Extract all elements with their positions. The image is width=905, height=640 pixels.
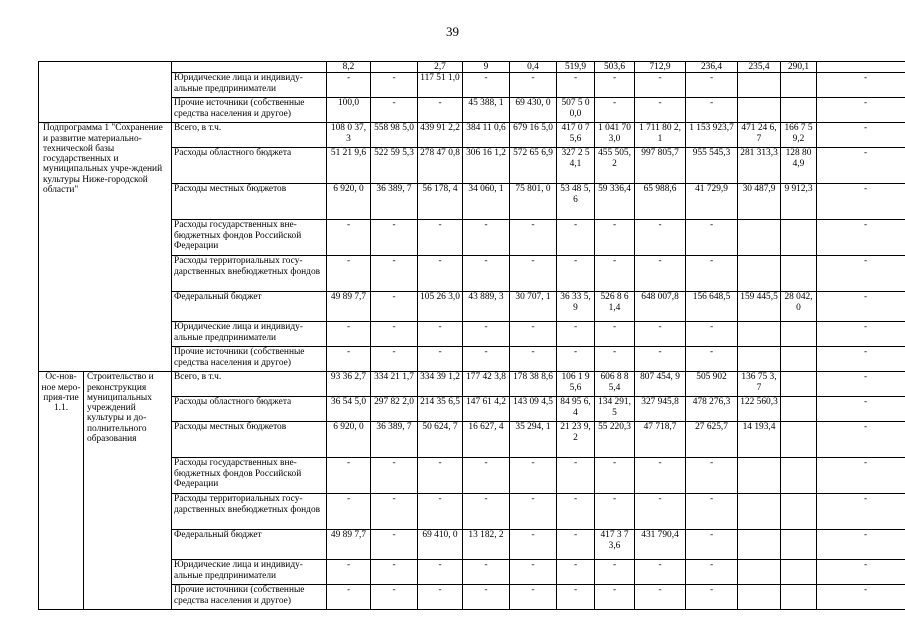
value-cell: -	[817, 292, 905, 322]
value-cell	[738, 494, 781, 530]
value-cell: 159 445,5	[738, 292, 781, 322]
value-cell: 49 89 7,7	[327, 530, 371, 560]
value-cell: 9	[463, 62, 510, 73]
subprogram-cell: Подпрограмма 1 "Сохранение и развитие материально-технической базы государственных и муниципальных учре-ждений культуры Ниже-городской области"	[39, 123, 172, 372]
value-cell: -	[557, 73, 595, 98]
value-cell: 147 61 4,2	[463, 397, 510, 422]
value-cell	[781, 347, 817, 372]
value-cell: 21 23 9,2	[557, 422, 595, 458]
value-cell: -	[510, 560, 557, 585]
value-cell: 69 430, 0	[510, 98, 557, 123]
funding-source: Расходы государственных вне-бюджетных фондов Российской Федерации	[172, 458, 327, 494]
value-cell: -	[817, 148, 905, 184]
value-cell: -	[635, 98, 686, 123]
value-cell: 43 889, 3	[463, 292, 510, 322]
value-cell: -	[418, 98, 463, 123]
value-cell: -	[371, 560, 418, 585]
value-cell: 134 291,5	[595, 397, 635, 422]
value-cell: -	[686, 98, 738, 123]
funding-source	[172, 62, 327, 73]
value-cell: 56 178, 4	[418, 184, 463, 220]
value-cell: 106 1 95,6	[557, 372, 595, 397]
value-cell: -	[635, 256, 686, 292]
value-cell	[781, 98, 817, 123]
value-cell: 281 313,3	[738, 148, 781, 184]
value-cell	[738, 256, 781, 292]
value-cell: -	[595, 322, 635, 347]
value-cell	[781, 372, 817, 397]
value-cell: 306 16 1,2	[463, 148, 510, 184]
funding-source: Прочие источники (собственные средства населения и другое)	[172, 98, 327, 123]
value-cell: -	[595, 256, 635, 292]
value-cell: 648 007,8	[635, 292, 686, 322]
value-cell: 0,4	[510, 62, 557, 73]
value-cell: 108 0 37,3	[327, 123, 371, 148]
value-cell: 334 21 1,7	[371, 372, 418, 397]
value-cell: -	[817, 347, 905, 372]
value-cell: -	[463, 322, 510, 347]
value-cell: -	[418, 347, 463, 372]
value-cell: -	[371, 585, 418, 610]
value-cell: -	[371, 73, 418, 98]
value-cell: -	[817, 322, 905, 347]
value-cell	[817, 62, 905, 73]
value-cell: 93 36 2,7	[327, 372, 371, 397]
value-cell: 45 388, 1	[463, 98, 510, 123]
value-cell: 471 24 6,7	[738, 123, 781, 148]
value-cell: -	[557, 530, 595, 560]
value-cell: 327 2 54,1	[557, 148, 595, 184]
value-cell: -	[327, 220, 371, 256]
value-cell: -	[557, 494, 595, 530]
table-row	[39, 372, 905, 397]
funding-source: Всего, в т.ч.	[172, 372, 327, 397]
value-cell: 1 041 703,0	[595, 123, 635, 148]
value-cell: 8,2	[327, 62, 371, 73]
value-cell: 34 060, 1	[463, 184, 510, 220]
value-cell: -	[463, 560, 510, 585]
value-cell: -	[510, 220, 557, 256]
value-cell: 417 0 75,6	[557, 123, 595, 148]
value-cell: -	[557, 585, 595, 610]
value-cell	[781, 458, 817, 494]
value-cell: 28 042,0	[781, 292, 817, 322]
value-cell: 6 920, 0	[327, 422, 371, 458]
page-number: 39	[446, 24, 459, 39]
value-cell: -	[595, 494, 635, 530]
value-cell: 997 805,7	[635, 148, 686, 184]
funding-source: Федеральный бюджет	[172, 292, 327, 322]
value-cell: -	[595, 73, 635, 98]
value-cell: -	[371, 322, 418, 347]
value-cell: -	[418, 220, 463, 256]
value-cell	[781, 530, 817, 560]
value-cell: 1 153 923,7	[686, 123, 738, 148]
value-cell: -	[817, 458, 905, 494]
value-cell: -	[463, 73, 510, 98]
value-cell: 214 35 6,5	[418, 397, 463, 422]
value-cell: 47 718,7	[635, 422, 686, 458]
funding-source: Расходы территориальных госу-дарственных внебюджетных фондов	[172, 256, 327, 292]
value-cell: -	[418, 322, 463, 347]
value-cell: 572 65 6,9	[510, 148, 557, 184]
value-cell: 49 89 7,7	[327, 292, 371, 322]
value-cell: 41 729,9	[686, 184, 738, 220]
value-cell	[781, 256, 817, 292]
value-cell: -	[463, 347, 510, 372]
funding-source: Юридические лица и индивиду-альные предприниматели	[172, 560, 327, 585]
funding-source: Прочие источники (собственные средства населения и другое)	[172, 347, 327, 372]
value-cell: 55 220,3	[595, 422, 635, 458]
table-row	[39, 62, 905, 73]
funding-source: Расходы государственных вне-бюджетных фондов Российской Федерации	[172, 220, 327, 256]
value-cell: -	[371, 98, 418, 123]
value-cell: 35 294, 1	[510, 422, 557, 458]
value-cell	[781, 494, 817, 530]
value-cell: -	[327, 73, 371, 98]
value-cell: 1 711 80 2,1	[635, 123, 686, 148]
value-cell: 712,9	[635, 62, 686, 73]
value-cell	[781, 220, 817, 256]
value-cell: -	[817, 98, 905, 123]
value-cell: 417 3 73,6	[595, 530, 635, 560]
value-cell: -	[635, 458, 686, 494]
value-cell	[738, 322, 781, 347]
value-cell: 69 410, 0	[418, 530, 463, 560]
value-cell: -	[510, 530, 557, 560]
value-cell: -	[371, 530, 418, 560]
value-cell: -	[510, 494, 557, 530]
value-cell: -	[510, 585, 557, 610]
value-cell: 14 193,4	[738, 422, 781, 458]
value-cell: -	[817, 530, 905, 560]
value-cell: 117 51 1,0	[418, 73, 463, 98]
value-cell: -	[595, 585, 635, 610]
value-cell: -	[595, 458, 635, 494]
value-cell: -	[817, 560, 905, 585]
value-cell: -	[635, 73, 686, 98]
value-cell: -	[463, 494, 510, 530]
value-cell: -	[557, 560, 595, 585]
value-cell: 75 801, 0	[510, 184, 557, 220]
funding-source: Юридические лица и индивиду-альные предприниматели	[172, 322, 327, 347]
event-name-cell: Строительство и реконструкция муниципальных учреждений культуры и до-полнительного образования	[84, 372, 172, 610]
value-cell: 384 11 0,6	[463, 123, 510, 148]
value-cell: 36 54 5,0	[327, 397, 371, 422]
blank-cell	[39, 62, 172, 123]
value-cell: -	[371, 494, 418, 530]
value-cell: -	[557, 256, 595, 292]
value-cell: -	[557, 458, 595, 494]
value-cell: 50 624, 7	[418, 422, 463, 458]
value-cell: 955 545,3	[686, 148, 738, 184]
value-cell: 522 59 5,3	[371, 148, 418, 184]
value-cell: 2,7	[418, 62, 463, 73]
value-cell: -	[510, 347, 557, 372]
value-cell: 156 648,5	[686, 292, 738, 322]
value-cell	[738, 73, 781, 98]
value-cell: -	[595, 347, 635, 372]
value-cell: 507 5 00,0	[557, 98, 595, 123]
value-cell: 478 276,3	[686, 397, 738, 422]
value-cell: -	[418, 494, 463, 530]
value-cell: -	[635, 585, 686, 610]
value-cell	[738, 560, 781, 585]
value-cell: 65 988,6	[635, 184, 686, 220]
value-cell: -	[371, 347, 418, 372]
value-cell: -	[686, 220, 738, 256]
value-cell	[738, 347, 781, 372]
value-cell: -	[327, 322, 371, 347]
value-cell: -	[686, 347, 738, 372]
value-cell	[781, 397, 817, 422]
value-cell: 36 389, 7	[371, 422, 418, 458]
value-cell: -	[635, 560, 686, 585]
value-cell: 105 26 3,0	[418, 292, 463, 322]
value-cell: 27 625,7	[686, 422, 738, 458]
value-cell: -	[463, 256, 510, 292]
value-cell: 297 82 2,0	[371, 397, 418, 422]
funding-source: Всего, в т.ч.	[172, 123, 327, 148]
funding-source: Расходы областного бюджета	[172, 397, 327, 422]
value-cell	[781, 322, 817, 347]
value-cell: -	[371, 220, 418, 256]
value-cell: 178 38 8,6	[510, 372, 557, 397]
value-cell: -	[635, 322, 686, 347]
value-cell: -	[686, 530, 738, 560]
value-cell: -	[686, 494, 738, 530]
value-cell: 59 336,4	[595, 184, 635, 220]
value-cell: 558 98 5,0	[371, 123, 418, 148]
value-cell: 519,9	[557, 62, 595, 73]
value-cell: -	[817, 585, 905, 610]
value-cell	[781, 73, 817, 98]
value-cell: -	[418, 256, 463, 292]
value-cell	[738, 458, 781, 494]
value-cell: 16 627, 4	[463, 422, 510, 458]
value-cell: -	[686, 458, 738, 494]
value-cell: -	[686, 256, 738, 292]
value-cell: 439 91 2,2	[418, 123, 463, 148]
value-cell	[781, 422, 817, 458]
value-cell: 334 39 1,2	[418, 372, 463, 397]
table-row	[39, 123, 905, 148]
value-cell	[738, 98, 781, 123]
value-cell: -	[371, 256, 418, 292]
value-cell: 177 42 3,8	[463, 372, 510, 397]
value-cell: 84 95 6,4	[557, 397, 595, 422]
value-cell: 236,4	[686, 62, 738, 73]
value-cell: 13 182, 2	[463, 530, 510, 560]
value-cell: 128 804,9	[781, 148, 817, 184]
value-cell: -	[463, 220, 510, 256]
value-cell: -	[686, 322, 738, 347]
value-cell	[738, 530, 781, 560]
value-cell: -	[510, 256, 557, 292]
funding-source: Юридические лица и индивиду-альные предприниматели	[172, 73, 327, 98]
value-cell: -	[817, 422, 905, 458]
value-cell: -	[686, 585, 738, 610]
value-cell: -	[817, 397, 905, 422]
value-cell: -	[371, 292, 418, 322]
value-cell	[738, 585, 781, 610]
value-cell: -	[635, 494, 686, 530]
value-cell: -	[463, 585, 510, 610]
funding-source: Расходы областного бюджета	[172, 148, 327, 184]
value-cell: -	[327, 458, 371, 494]
value-cell: 9 912,3	[781, 184, 817, 220]
value-cell: 166 7 59,2	[781, 123, 817, 148]
value-cell: -	[418, 585, 463, 610]
value-cell: -	[510, 73, 557, 98]
value-cell: 679 16 5,0	[510, 123, 557, 148]
event-number-cell: Ос-нов-ное меро-прия-тие 1.1.	[39, 372, 84, 610]
value-cell: 278 47 0,8	[418, 148, 463, 184]
value-cell: -	[371, 458, 418, 494]
budget-table	[38, 61, 905, 610]
value-cell: 51 21 9,6	[327, 148, 371, 184]
value-cell: -	[595, 220, 635, 256]
value-cell: -	[557, 347, 595, 372]
value-cell: -	[817, 123, 905, 148]
value-cell: -	[595, 560, 635, 585]
value-cell: 606 8 85,4	[595, 372, 635, 397]
value-cell: 327 945,8	[635, 397, 686, 422]
value-cell: -	[557, 220, 595, 256]
value-cell: 455 505,2	[595, 148, 635, 184]
value-cell	[781, 560, 817, 585]
value-cell: -	[557, 322, 595, 347]
value-cell: 503,6	[595, 62, 635, 73]
value-cell: -	[817, 494, 905, 530]
value-cell: -	[686, 73, 738, 98]
value-cell: 431 790,4	[635, 530, 686, 560]
value-cell: -	[817, 256, 905, 292]
value-cell: 807 454, 9	[635, 372, 686, 397]
funding-source: Прочие источники (собственные средства населения и другое)	[172, 585, 327, 610]
value-cell: -	[327, 585, 371, 610]
value-cell	[738, 220, 781, 256]
value-cell: -	[817, 220, 905, 256]
value-cell: 100,0	[327, 98, 371, 123]
value-cell: 290,1	[781, 62, 817, 73]
funding-source: Расходы местных бюджетов	[172, 422, 327, 458]
funding-source: Расходы местных бюджетов	[172, 184, 327, 220]
value-cell: -	[686, 560, 738, 585]
value-cell: 36 389, 7	[371, 184, 418, 220]
value-cell: 30 707, 1	[510, 292, 557, 322]
value-cell: -	[327, 494, 371, 530]
value-cell: -	[327, 347, 371, 372]
value-cell: 6 920, 0	[327, 184, 371, 220]
value-cell: -	[418, 560, 463, 585]
value-cell: 143 09 4,5	[510, 397, 557, 422]
value-cell	[371, 62, 418, 73]
value-cell: -	[635, 347, 686, 372]
value-cell: -	[817, 184, 905, 220]
value-cell: 122 560,3	[738, 397, 781, 422]
value-cell: -	[327, 256, 371, 292]
value-cell: 505 902	[686, 372, 738, 397]
value-cell: -	[817, 372, 905, 397]
value-cell: -	[635, 220, 686, 256]
table-body	[39, 62, 905, 610]
value-cell	[781, 585, 817, 610]
value-cell: 30 487,9	[738, 184, 781, 220]
funding-source: Расходы территориальных госу-дарственных внебюджетных фондов	[172, 494, 327, 530]
value-cell: 526 8 61,4	[595, 292, 635, 322]
value-cell: 136 75 3,7	[738, 372, 781, 397]
value-cell: -	[463, 458, 510, 494]
value-cell: -	[817, 73, 905, 98]
value-cell: 53 48 5,6	[557, 184, 595, 220]
value-cell: -	[418, 458, 463, 494]
value-cell: -	[595, 98, 635, 123]
value-cell: 235,4	[738, 62, 781, 73]
value-cell: 36 33 5,9	[557, 292, 595, 322]
value-cell: -	[327, 560, 371, 585]
value-cell: -	[510, 322, 557, 347]
value-cell: -	[510, 458, 557, 494]
funding-source: Федеральный бюджет	[172, 530, 327, 560]
